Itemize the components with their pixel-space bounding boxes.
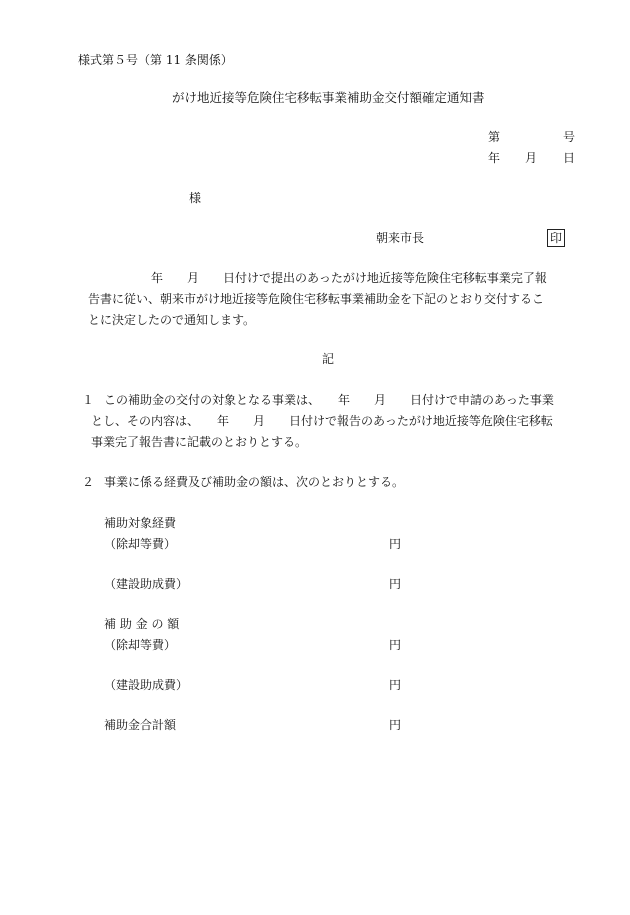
issuer-name: 朝来市長 <box>376 231 425 245</box>
cost-removal-label: （除却等費） <box>104 537 177 551</box>
grant-construction-label: （建設助成費） <box>104 678 189 692</box>
issuer-seal <box>547 229 565 247</box>
cost-heading: 補助対象経費 <box>104 516 177 530</box>
grant-removal-yen: 円 <box>389 638 402 652</box>
total-label: 補助金合計額 <box>104 718 177 732</box>
body-line-3: とに決定したので通知します。 <box>88 313 256 327</box>
date-month: 月 <box>525 151 538 165</box>
seal-mark: 印 <box>547 229 565 247</box>
cost-construction-yen: 円 <box>389 577 402 591</box>
cost-removal-yen: 円 <box>389 537 402 551</box>
document-title: がけ地近接等危険住宅移転事業補助金交付額確定通知書 <box>172 90 485 105</box>
date-day: 日 <box>563 151 576 165</box>
form-number: 様式第５号（第 11 条関係） <box>78 53 233 67</box>
grant-removal-label: （除却等費） <box>104 638 177 652</box>
item1-line-2: とし、その内容は、 年 月 日付けで報告のあったがけ地近接等危険住宅移転 <box>91 414 553 428</box>
recipient-honorific: 様 <box>189 191 202 205</box>
grant-heading: 補 助 金 の 額 <box>104 617 180 631</box>
item1-line-3: 事業完了報告書に記載のとおりとする。 <box>91 435 308 449</box>
date-year: 年 <box>488 151 501 165</box>
total-yen: 円 <box>389 718 402 732</box>
item1-number: １ <box>82 393 95 407</box>
cost-construction-label: （建設助成費） <box>104 577 189 591</box>
doc-number-prefix: 第 <box>488 130 501 144</box>
grant-construction-yen: 円 <box>389 678 402 692</box>
body-line-2: 告書に従い、朝来市がけ地近接等危険住宅移転事業補助金を下記のとおり交付するこ <box>88 292 545 306</box>
item2-text: 事業に係る経費及び補助金の額は、次のとおりとする。 <box>104 475 405 489</box>
item2-number: ２ <box>82 475 95 489</box>
body-line-1: 年 月 日付けで提出のあったがけ地近接等危険住宅移転事業完了報 <box>151 271 547 285</box>
ki-heading: 記 <box>322 352 335 366</box>
item1-line-1: この補助金の交付の対象となる事業は、 年 月 日付けで申請のあった事業 <box>104 393 554 407</box>
doc-number-suffix: 号 <box>563 130 576 144</box>
